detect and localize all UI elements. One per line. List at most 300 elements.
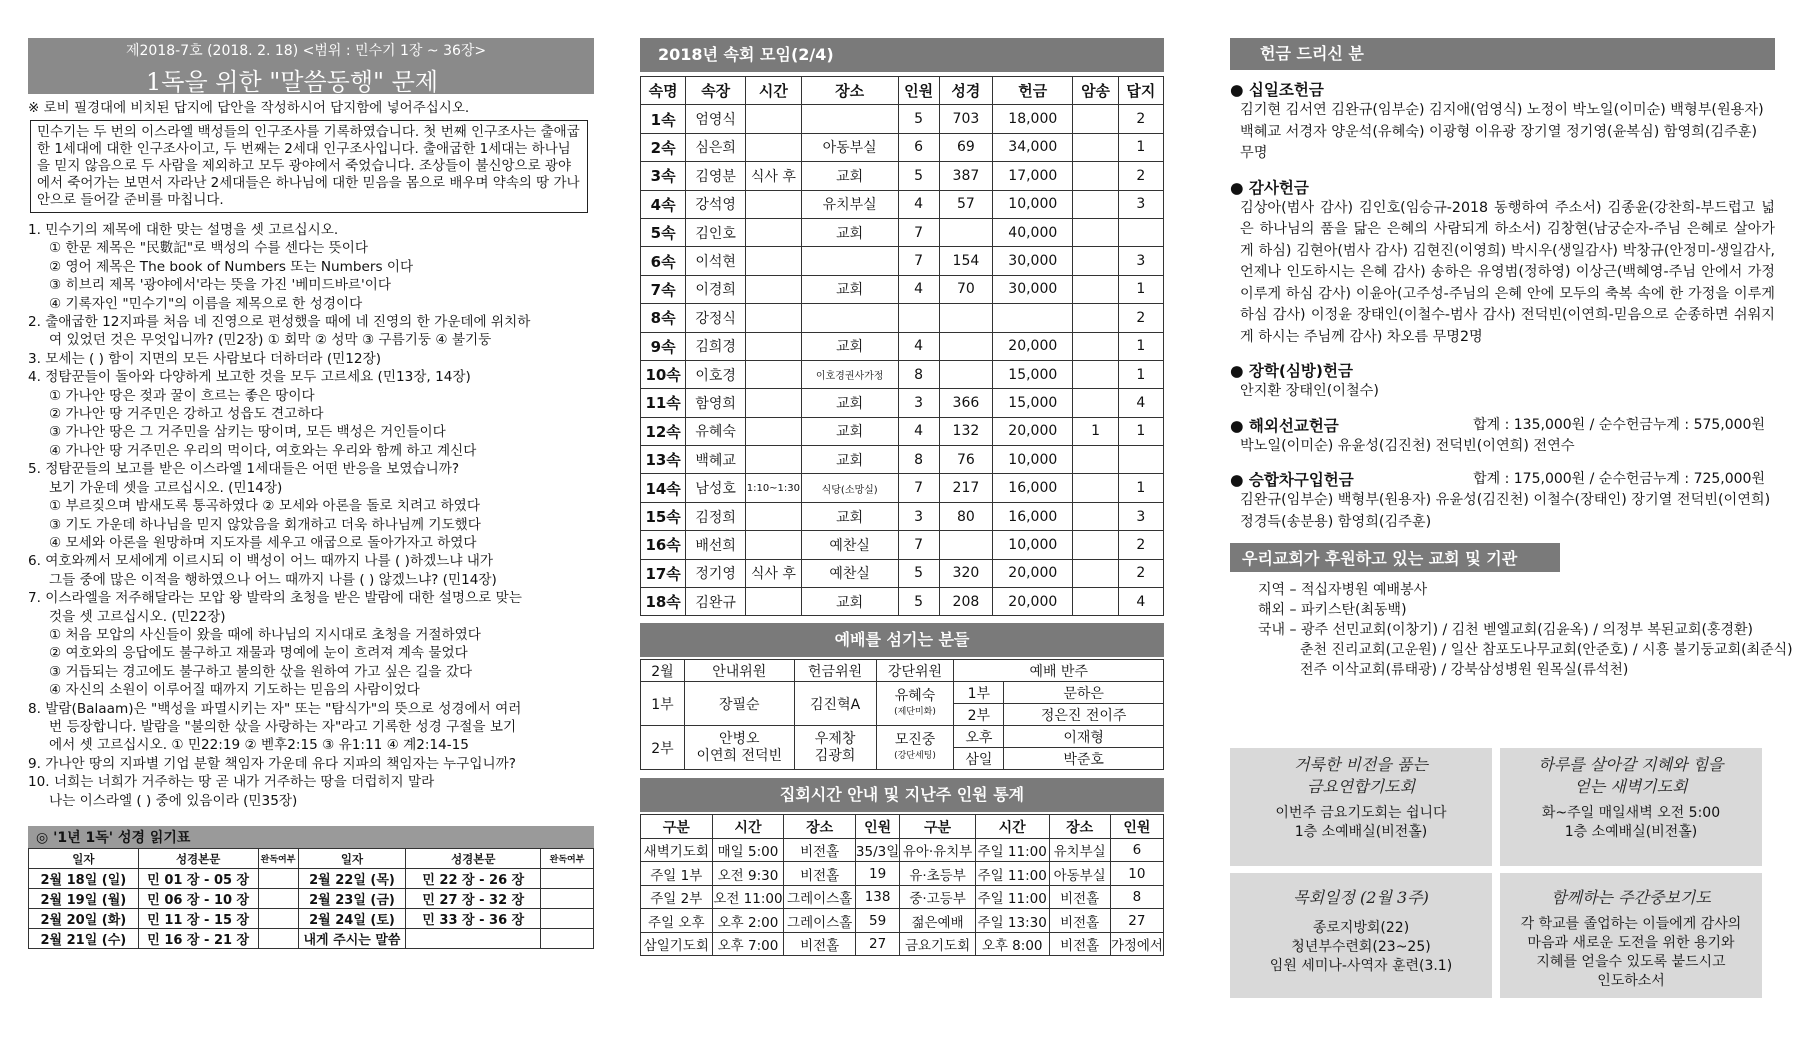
meeting-cell: 4 xyxy=(1118,588,1163,616)
meeting-cell xyxy=(745,275,801,303)
scholar-list: 안지환 장태인(이철수) xyxy=(1240,383,1379,399)
question-option: ④ 자신의 소원이 이루어질 때까지 기도하는 믿음의 사람이었다 xyxy=(49,682,420,699)
stats-cell: 가정에서 xyxy=(1110,932,1163,956)
meeting-cell xyxy=(1073,275,1118,303)
van-list: 김완규(임부순) 백형부(원용자) 유윤성(김진천) 이철수(장태인) 장기열 전덕빈(이연희) 정경득(송분용) 함영희(김주훈) xyxy=(1240,492,1771,530)
meeting-cell: 3 xyxy=(898,502,939,530)
meeting-cell xyxy=(1073,360,1118,388)
question-option: ① 가나안 땅은 젖과 꿀이 흐르는 좋은 땅이다 xyxy=(49,387,315,404)
question-option: ④ 가나안 땅 거주민은 우리의 먹이다, 여호와는 우리와 함께 하고 계신다 xyxy=(49,442,477,459)
reading-cell xyxy=(258,889,298,909)
meeting-cell: 아동부실 xyxy=(801,133,898,161)
support-line: 전주 이삭교회(류태광) / 강북삼성병원 원목실(류석천) xyxy=(1300,662,1629,678)
meeting-cell: 교회 xyxy=(801,389,898,417)
stats-cell: 오전 9:30 xyxy=(712,862,784,886)
choir-name: 정은진 전이주 xyxy=(1004,704,1164,726)
mission-sum: 합계 : 135,000원 / 순수헌금누계 : 575,000원 xyxy=(1473,416,1765,433)
quiz-question xyxy=(28,313,594,350)
offering-header: 헌금위원 xyxy=(794,660,876,682)
support-list xyxy=(1230,580,1793,680)
quiz-question xyxy=(28,460,594,552)
meeting-cell: 4속 xyxy=(641,190,686,218)
question-option: ③ 기도 가운데 하나님을 믿지 않았음을 회개하고 더욱 하나님께 기도했다 xyxy=(49,516,481,533)
meeting-cell xyxy=(939,360,993,388)
meeting-cell: 11속 xyxy=(641,389,686,417)
reading-cell: 민 06 장 - 10 장 xyxy=(138,889,258,909)
meeting-cell: 366 xyxy=(939,389,993,417)
quiz-question xyxy=(28,350,594,368)
offer-1: 김진혁A xyxy=(794,682,876,726)
meeting-cell: 4 xyxy=(898,332,939,360)
meeting-cell: 8 xyxy=(898,446,939,474)
stats-cell: 비전홀 xyxy=(784,862,856,886)
meeting-cell xyxy=(745,190,801,218)
choir-slot: 2부 xyxy=(954,704,1004,726)
stats-cell: 19 xyxy=(855,862,899,886)
meeting-header-cell: 암송 xyxy=(1073,77,1118,105)
meeting-cell: 교회 xyxy=(801,588,898,616)
reading-cell xyxy=(406,929,541,949)
meeting-cell: 7 xyxy=(898,247,939,275)
meeting-cell: 3 xyxy=(1118,247,1163,275)
meeting-cell: 강석영 xyxy=(686,190,746,218)
stats-row xyxy=(641,909,1164,933)
meeting-cell: 18,000 xyxy=(993,105,1073,133)
meeting-cell: 함영희 xyxy=(686,389,746,417)
question-option: ② 영어 제목은 The book of Numbers 또는 Numbers 이다 xyxy=(49,258,414,275)
tithe-title: ● 십일조헌금 xyxy=(1230,81,1324,99)
meeting-cell: 정기영 xyxy=(686,559,746,587)
stats-row xyxy=(641,862,1164,886)
support-title: 우리교회가 후원하고 있는 교회 및 기관 xyxy=(1230,543,1560,572)
meeting-column xyxy=(640,38,1164,956)
meeting-cell: 10,000 xyxy=(993,190,1073,218)
meeting-cell xyxy=(1073,531,1118,559)
meeting-cell: 1 xyxy=(1118,360,1163,388)
quiz-column xyxy=(28,38,594,949)
reading-cell: 민 16 장 - 21 장 xyxy=(138,929,258,949)
stats-header-cell: 인원 xyxy=(1110,815,1163,839)
meeting-cell: 8 xyxy=(898,360,939,388)
meeting-cell xyxy=(1073,190,1118,218)
guide-header: 안내위원 xyxy=(684,660,794,682)
quiz-question xyxy=(28,589,594,699)
service-2: 2부 xyxy=(641,726,685,770)
meeting-cell: 20,000 xyxy=(993,417,1073,445)
stats-header-cell: 구분 xyxy=(900,815,976,839)
meeting-row xyxy=(641,105,1164,133)
meeting-cell: 10속 xyxy=(641,360,686,388)
meeting-row xyxy=(641,332,1164,360)
meeting-cell xyxy=(1073,247,1118,275)
meeting-cell: 식당(소망실) xyxy=(801,474,898,502)
meeting-cell: 5 xyxy=(898,162,939,190)
meeting-header-cell: 속장 xyxy=(686,77,746,105)
stats-cell: 유아·유치부 xyxy=(900,838,976,862)
offering-column xyxy=(1230,38,1793,989)
meeting-header-cell: 속명 xyxy=(641,77,686,105)
meeting-cell: 5 xyxy=(898,559,939,587)
meeting-cell: 배선희 xyxy=(686,531,746,559)
meeting-cell: 7 xyxy=(898,474,939,502)
meeting-row xyxy=(641,133,1164,161)
podium-2: 모진중 (강단세팅) xyxy=(876,726,954,770)
quiz-title: 1독을 위한 "말씀동행" 문제 xyxy=(146,68,439,96)
quiz-note: ※ 로비 필경대에 비치된 답지에 답안을 작성하시어 답지함에 넣어주십시오. xyxy=(28,100,470,116)
support-line: 지역 – 적십자병원 예배봉사 xyxy=(1258,582,1428,598)
question-option: 보기 가운데 셋을 고르십시오. (민14장) xyxy=(49,479,283,496)
meeting-row xyxy=(641,247,1164,275)
meeting-cell xyxy=(745,531,801,559)
meeting-cell: 2속 xyxy=(641,133,686,161)
question-text: 2. 출애굽한 12지파를 처음 네 진영으로 편성했을 때에 네 진영의 한 가운데에 위치하 xyxy=(28,314,531,331)
meeting-row xyxy=(641,190,1164,218)
meeting-header-cell: 인원 xyxy=(898,77,939,105)
choir-header: 예배 반주 xyxy=(954,660,1164,682)
podium-header: 강단위원 xyxy=(876,660,954,682)
quiz-question xyxy=(28,552,594,589)
meeting-cell xyxy=(1073,502,1118,530)
meeting-cell: 7 xyxy=(898,531,939,559)
question-option: 여 있었던 것은 무엇입니까? (민2장) ① 회막 ② 성막 ③ 구름기둥 ④ 불기둥 xyxy=(49,332,492,349)
stats-cell: 오전 11:00 xyxy=(712,885,784,909)
meeting-cell: 217 xyxy=(939,474,993,502)
meeting-cell: 예찬실 xyxy=(801,531,898,559)
stats-cell: 오후 2:00 xyxy=(712,909,784,933)
stats-cell: 오후 8:00 xyxy=(975,932,1049,956)
question-option: 그들 중에 많은 이적을 행하였으나 어느 때까지 나를 ( ) 않겠느냐? (민14장) xyxy=(49,571,497,588)
stats-cell: 새벽기도회 xyxy=(641,838,713,862)
meeting-cell xyxy=(745,133,801,161)
meeting-cell: 심은희 xyxy=(686,133,746,161)
stats-cell: 비전홀 xyxy=(1049,909,1110,933)
stats-cell: 유치부실 xyxy=(1049,838,1110,862)
stats-cell: 삼일기도회 xyxy=(641,932,713,956)
service-1: 1부 xyxy=(641,682,685,726)
stats-cell: 젊은예배 xyxy=(900,909,976,933)
support-line: 해외 – 파키스탄(최동백) xyxy=(1258,602,1407,618)
stats-cell: 비전홀 xyxy=(1049,885,1110,909)
meeting-cell: 2 xyxy=(1118,105,1163,133)
meeting-cell: 69 xyxy=(939,133,993,161)
question-option: ④ 기록자인 "민수기"의 이름을 제목으로 한 성경이다 xyxy=(49,295,363,312)
question-option: ① 처음 모압의 사신들이 왔을 때에 하나님의 지시대로 초청을 거절하였다 xyxy=(49,626,481,643)
stats-row xyxy=(641,838,1164,862)
guide-2: 안병오 이연희 전덕빈 xyxy=(684,726,794,770)
meeting-row xyxy=(641,389,1164,417)
mission-list: 박노일(이미순) 유윤성(김진천) 전덕빈(이연희) 전연수 xyxy=(1240,437,1575,454)
meeting-cell: 7 xyxy=(898,218,939,246)
stats-cell: 35/3일 xyxy=(855,838,899,862)
stats-cell: 매일 5:00 xyxy=(712,838,784,862)
meeting-cell xyxy=(1073,474,1118,502)
meeting-cell: 40,000 xyxy=(993,218,1073,246)
meeting-cell: 30,000 xyxy=(993,247,1073,275)
meeting-cell: 9속 xyxy=(641,332,686,360)
stats-cell: 주일 11:00 xyxy=(975,838,1049,862)
stats-header-cell: 시간 xyxy=(975,815,1049,839)
reading-cell xyxy=(541,929,594,949)
question-option: ③ 가나안 땅은 그 거주민을 삼키는 땅이며, 모든 백성은 거인들이다 xyxy=(49,424,446,441)
meeting-cell: 8속 xyxy=(641,304,686,332)
thanks-list: 김상아(범사 감사) 김인호(임승규-2018 동행하여 주소서) 김종윤(강찬희-부드럽고 넓은 하나님의 품을 닮은 은혜의 사람되게 하소서) 김창현(남궁순자-주님 은혜로 살아가게 하심) 김현아(범사 감사) 김현진(이영희) 박시우(생일감사) 박창규(안정미-생일감사, 언제나 인도하시는 은혜 감사) 송하은 유영범(정하영) 이상근(백혜영-주님 안에서 가정 이루게 하심 감사) 이윤아(고주성-주님의 은혜 안에 모두의 축복 속에 한 가정을 이루게 하심 감사) 이정윤 장태인(이철수-범사 감사) 전덕빈(이연희-믿음으로 순종하면 쉬워지게 하시는 주님께 감사) 차오름 무명2명 xyxy=(1240,199,1775,345)
notice-prayer: 함께하는 주간중보기도 각 학교를 졸업하는 이들에게 감사의 마음과 새로운 도전을 위한 용기와 지혜를 얻을수 있도록 붙드시고 인도하소서 xyxy=(1500,873,1762,998)
meeting-cell xyxy=(1073,162,1118,190)
meeting-row xyxy=(641,360,1164,388)
meeting-cell: 387 xyxy=(939,162,993,190)
meeting-cell: 12속 xyxy=(641,417,686,445)
meeting-cell: 17,000 xyxy=(993,162,1073,190)
reading-header-cell: 일자 xyxy=(298,849,406,869)
stats-cell: 유·초등부 xyxy=(900,862,976,886)
quiz-intro: 민수기는 두 번의 이스라엘 백성들의 인구조사를 기록하였습니다. 첫 번째 인구조사는 출애굽한 1세대에 대한 인구조사이고, 두 번째는 2세대 인구조사입니다. 출애굽한 1세대는 하나님을 믿지 않음으로 두 사람을 제외하고 모두 광야에서 죽었습니다. 조상들이 불신앙으로 광야에서 죽어가는 보면서 자라난 2세대들은 하나님에 대한 믿음을 몸으로 배우며 약속의 땅 가나안으로 들어갈 준비를 마칩니다. xyxy=(30,120,588,213)
meeting-cell: 1 xyxy=(1118,474,1163,502)
question-option: 에서 셋 고르십시오. ① 민22:19 ② 벧후2:15 ③ 유1:11 ④ 계2:14-15 xyxy=(49,737,469,754)
meeting-cell xyxy=(1073,105,1118,133)
offer-2: 우제창 김광희 xyxy=(794,726,876,770)
stats-cell: 8 xyxy=(1110,885,1163,909)
meeting-cell: 1 xyxy=(1118,275,1163,303)
notice-schedule: 목회일정 (2월 3주) 종로지방회(22) 청년부수련회(23~25) 임원 세미나-사역자 훈련(3.1) xyxy=(1230,873,1492,998)
question-text: 1. 민수기의 제목에 대한 맞는 설명을 셋 고르십시오. xyxy=(28,222,339,238)
meeting-header-cell: 시간 xyxy=(745,77,801,105)
meeting-cell: 6 xyxy=(898,133,939,161)
support-line: 국내 – 광주 선민교회(이창기) / 김천 벧엘교회(김윤옥) / 의정부 복된교회(홍경환) xyxy=(1258,622,1753,638)
meeting-cell: 17속 xyxy=(641,559,686,587)
question-option: ① 한문 제목은 "民數記"로 백성의 수를 센다는 뜻이다 xyxy=(49,240,368,257)
meeting-cell: 3 xyxy=(1118,190,1163,218)
stats-cell: 주일 1부 xyxy=(641,862,713,886)
reading-cell xyxy=(541,869,594,889)
stats-cell: 그레이스홀 xyxy=(784,909,856,933)
meeting-row xyxy=(641,474,1164,502)
meeting-cell: 1 xyxy=(1118,133,1163,161)
reading-cell: 2월 21일 (수) xyxy=(29,929,139,949)
meeting-cell xyxy=(1073,133,1118,161)
meeting-row xyxy=(641,559,1164,587)
meeting-cell: 교회 xyxy=(801,162,898,190)
reading-cell: 2월 22일 (목) xyxy=(298,869,406,889)
meeting-cell: 16,000 xyxy=(993,502,1073,530)
meeting-cell: 2 xyxy=(1118,531,1163,559)
meeting-cell: 20,000 xyxy=(993,332,1073,360)
stats-cell: 주일 오후 xyxy=(641,909,713,933)
meeting-header-cell: 장소 xyxy=(801,77,898,105)
stats-cell: 27 xyxy=(855,932,899,956)
reading-header-cell: 성경본문 xyxy=(138,849,258,869)
question-option: ④ 모세와 아론을 원망하며 지도자를 세우고 애굽으로 돌아가자고 하였다 xyxy=(49,534,477,551)
meeting-cell: 57 xyxy=(939,190,993,218)
meeting-row xyxy=(641,502,1164,530)
meeting-cell xyxy=(939,218,993,246)
meeting-cell: 김희경 xyxy=(686,332,746,360)
tithe-list: 김기현 김서연 김완규(임부순) 김지애(엄영식) 노정이 박노일(이미순) 백형부(원용자) 백혜교 서경자 양운석(유혜숙) 이광형 이유광 장기열 정기영(윤복심) 함영희(김주훈) 무명 xyxy=(1240,102,1764,161)
meeting-cell: 예찬실 xyxy=(801,559,898,587)
meeting-cell: 20,000 xyxy=(993,588,1073,616)
meeting-cell: 백혜교 xyxy=(686,446,746,474)
quiz-question xyxy=(28,368,594,460)
reading-cell: 민 01 장 - 05 장 xyxy=(138,869,258,889)
meeting-cell: 이석현 xyxy=(686,247,746,275)
meeting-cell: 2 xyxy=(1118,162,1163,190)
meeting-cell: 김영분 xyxy=(686,162,746,190)
reading-header-cell: 완독여부 xyxy=(258,849,298,869)
stats-header-cell: 구분 xyxy=(641,815,713,839)
question-option: ③ 거듭되는 경고에도 불구하고 불의한 삯을 원하여 가고 싶은 길을 갔다 xyxy=(49,663,473,680)
question-list xyxy=(28,221,594,810)
reading-cell: 2월 18일 (일) xyxy=(29,869,139,889)
meeting-cell xyxy=(1073,304,1118,332)
stats-table xyxy=(640,814,1164,956)
meeting-cell: 132 xyxy=(939,417,993,445)
meeting-cell xyxy=(745,218,801,246)
stats-cell: 주일 11:00 xyxy=(975,862,1049,886)
meeting-cell xyxy=(1118,218,1163,246)
stats-header-cell: 인원 xyxy=(855,815,899,839)
meeting-row xyxy=(641,417,1164,445)
guide-1: 장필순 xyxy=(684,682,794,726)
meeting-cell: 5 xyxy=(898,588,939,616)
question-text: 6. 여호와께서 모세에게 이르시되 이 백성이 어느 때까지 나를 ( )하겠느냐 내가 xyxy=(28,553,494,570)
meeting-cell: 1속 xyxy=(641,105,686,133)
meeting-cell: 유혜숙 xyxy=(686,417,746,445)
reading-cell: 2월 19일 (월) xyxy=(29,889,139,909)
stats-cell: 비전홀 xyxy=(1049,932,1110,956)
meeting-cell: 10,000 xyxy=(993,446,1073,474)
meeting-row xyxy=(641,446,1164,474)
month-label: 2월 xyxy=(641,660,685,682)
meeting-cell xyxy=(1073,332,1118,360)
stats-cell: 10 xyxy=(1110,862,1163,886)
meeting-cell: 5속 xyxy=(641,218,686,246)
meeting-cell xyxy=(939,304,993,332)
mission-title-row xyxy=(1230,414,1775,436)
meeting-cell xyxy=(1073,588,1118,616)
stats-row xyxy=(641,885,1164,909)
van-sum: 합계 : 175,000원 / 순수헌금누계 : 725,000원 xyxy=(1473,471,1765,487)
notice-friday: 거룩한 비전을 품는 금요연합기도회 이번주 금요기도회는 쉽니다 1층 소예배실(비전홀) xyxy=(1230,748,1492,866)
meeting-cell: 유치부실 xyxy=(801,190,898,218)
meeting-cell: 4 xyxy=(898,275,939,303)
reading-cell: 민 27 장 - 32 장 xyxy=(406,889,541,909)
choir-name: 문하은 xyxy=(1004,682,1164,704)
meeting-title: 2018년 속회 모임(2/4) xyxy=(640,38,1164,72)
stats-cell: 금요기도회 xyxy=(900,932,976,956)
support-line: 춘천 진리교회(고운원) / 일산 참포도나무교회(안준호) / 시흥 불기둥교회(최준식) xyxy=(1300,642,1793,658)
meeting-cell: 이호경권사가정 xyxy=(801,360,898,388)
meeting-cell xyxy=(745,360,801,388)
meeting-cell: 2 xyxy=(1118,559,1163,587)
meeting-cell: 식사 후 xyxy=(745,559,801,587)
question-option: 나는 이스라엘 ( ) 중에 있음이라 (민35장) xyxy=(49,792,298,809)
meeting-cell: 14속 xyxy=(641,474,686,502)
meeting-cell: 13속 xyxy=(641,446,686,474)
choir-name: 이재형 xyxy=(1004,726,1164,748)
reading-row xyxy=(29,889,594,909)
meeting-cell: 2 xyxy=(1118,304,1163,332)
meeting-cell: 강정식 xyxy=(686,304,746,332)
quiz-question xyxy=(28,221,594,313)
stats-cell: 오후 7:00 xyxy=(712,932,784,956)
meeting-cell: 4 xyxy=(1118,389,1163,417)
question-text: 10. 너희는 너희가 거주하는 땅 곧 내가 거주하는 땅을 더럽히지 말라 xyxy=(28,774,435,791)
meeting-cell: 10,000 xyxy=(993,531,1073,559)
stats-cell: 그레이스홀 xyxy=(784,885,856,909)
stats-cell: 59 xyxy=(855,909,899,933)
choir-slot: 오후 xyxy=(954,726,1004,748)
notice-dawn: 하루를 살아갈 지혜와 힘을 얻는 새벽기도회 화~주일 매일새벽 오전 5:00 1층 소예배실(비전홀) xyxy=(1500,748,1762,866)
meeting-cell: 식사 후 xyxy=(745,162,801,190)
reading-cell xyxy=(541,889,594,909)
meeting-cell xyxy=(745,588,801,616)
van-title: ● 승합차구입헌금 xyxy=(1230,471,1354,489)
question-option: 번 등장합니다. 발람을 "불의한 삯을 사랑하는 자"라고 기록한 성경 구절을 보기 xyxy=(49,718,517,735)
meeting-cell: 교회 xyxy=(801,446,898,474)
meeting-cell: 1:10~1:30 xyxy=(745,474,801,502)
stats-cell: 6 xyxy=(1110,838,1163,862)
stats-cell: 주일 11:00 xyxy=(975,885,1049,909)
question-text: 3. 모세는 ( ) 함이 지면의 모든 사람보다 더하더라 (민12장) xyxy=(28,350,382,367)
meeting-cell: 16,000 xyxy=(993,474,1073,502)
meeting-cell xyxy=(801,304,898,332)
issue-line: 제2018-7호 (2018. 2. 18) <범위 : 민수기 1장 ~ 36장> xyxy=(126,43,487,59)
reading-cell: 내게 주시는 말씀 xyxy=(298,929,406,949)
meeting-cell xyxy=(1073,389,1118,417)
meeting-cell xyxy=(745,417,801,445)
meeting-cell: 5 xyxy=(898,105,939,133)
quiz-question xyxy=(28,755,594,773)
meeting-header-cell: 답지 xyxy=(1118,77,1163,105)
meeting-row xyxy=(641,531,1164,559)
reading-cell xyxy=(258,909,298,929)
offering-title: 헌금 드리신 분 xyxy=(1230,38,1775,70)
meeting-cell xyxy=(745,446,801,474)
meeting-cell: 김인호 xyxy=(686,218,746,246)
meeting-cell xyxy=(939,531,993,559)
meeting-cell xyxy=(1073,446,1118,474)
meeting-cell xyxy=(898,304,939,332)
meeting-row xyxy=(641,304,1164,332)
meeting-cell xyxy=(1073,559,1118,587)
question-option: ③ 히브리 제목 '광야에서'라는 뜻을 가진 '베미드바르'이다 xyxy=(49,277,391,294)
stats-cell: 아동부실 xyxy=(1049,862,1110,886)
meeting-cell xyxy=(1073,218,1118,246)
question-text: 7. 이스라엘을 저주해달라는 모압 왕 발락의 초청을 받은 발람에 대한 설명으로 맞는 xyxy=(28,590,522,607)
meeting-cell: 16속 xyxy=(641,531,686,559)
reading-cell: 2월 24일 (토) xyxy=(298,909,406,929)
meeting-cell xyxy=(745,304,801,332)
quiz-question xyxy=(28,700,594,755)
question-option: ② 가나안 땅 거주민은 강하고 성읍도 견고하다 xyxy=(49,406,324,423)
meeting-cell: 154 xyxy=(939,247,993,275)
meeting-cell: 320 xyxy=(939,559,993,587)
reading-cell xyxy=(541,909,594,929)
meeting-cell xyxy=(745,105,801,133)
meeting-cell xyxy=(745,247,801,275)
reading-row xyxy=(29,929,594,949)
van-title-row xyxy=(1230,468,1775,490)
meeting-cell: 4 xyxy=(898,417,939,445)
reading-row xyxy=(29,909,594,929)
meeting-row xyxy=(641,275,1164,303)
meeting-row xyxy=(641,588,1164,616)
meeting-cell: 34,000 xyxy=(993,133,1073,161)
meeting-cell: 208 xyxy=(939,588,993,616)
meeting-cell: 15,000 xyxy=(993,389,1073,417)
stats-cell: 27 xyxy=(1110,909,1163,933)
choir-slot: 삼일 xyxy=(954,748,1004,770)
meeting-cell: 76 xyxy=(939,446,993,474)
